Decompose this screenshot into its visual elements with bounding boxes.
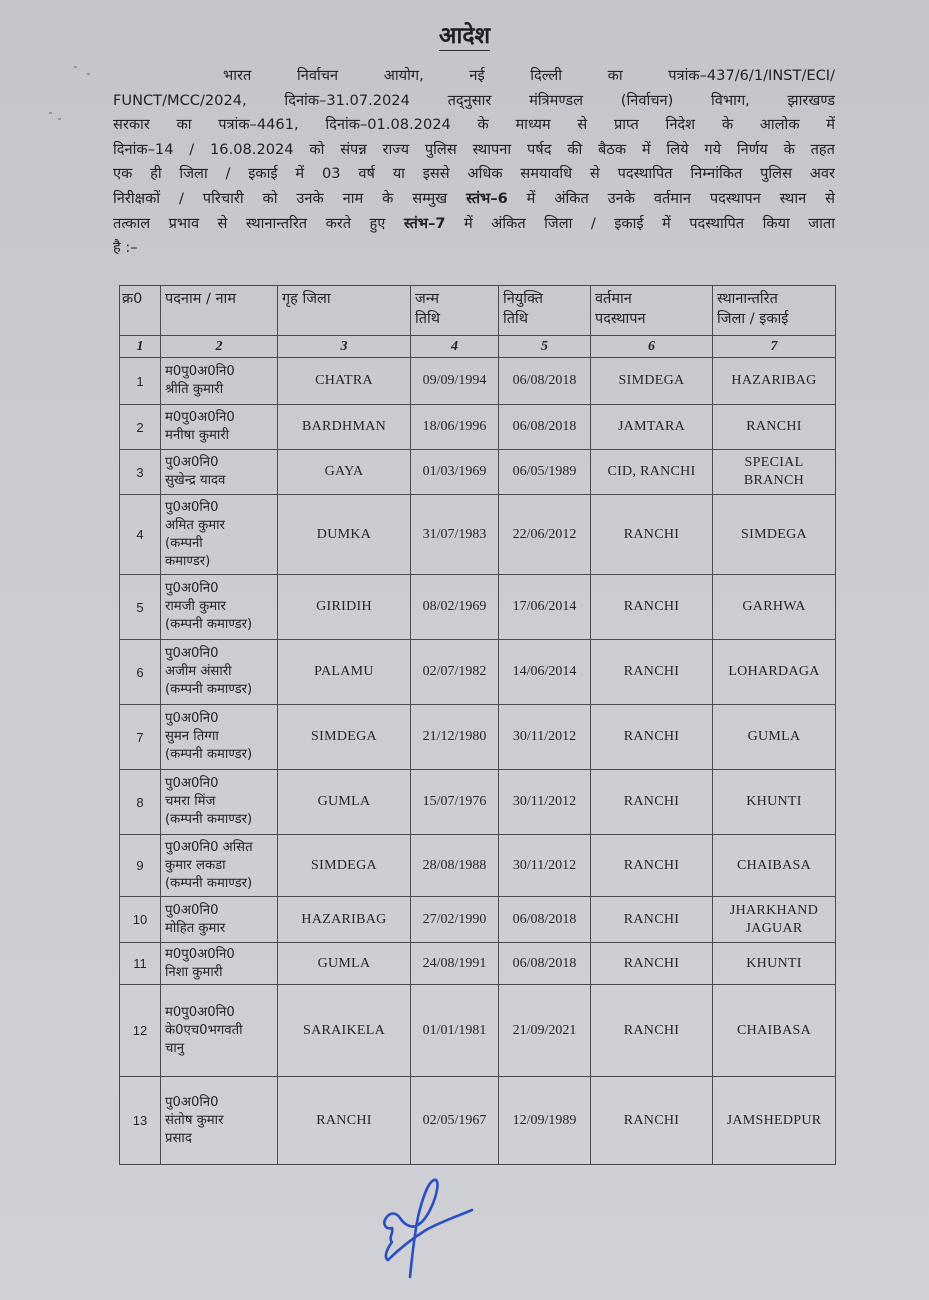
paragraph-line bbox=[113, 187, 835, 212]
table-row bbox=[120, 985, 836, 1077]
doj-cell: 21/09/2021 bbox=[499, 985, 591, 1077]
header-line: तिथि bbox=[503, 311, 529, 327]
header-designation-name bbox=[161, 286, 278, 336]
transferred-to-line: RANCHI bbox=[746, 419, 802, 434]
transferred-to-line: SPECIAL bbox=[744, 455, 804, 470]
current-posting-line: RANCHI bbox=[623, 664, 680, 679]
transferred-to-cell bbox=[713, 835, 836, 897]
home-district-cell bbox=[278, 450, 411, 495]
title-text: आदेश bbox=[438, 23, 491, 49]
transferred-to-line: SIMDEGA bbox=[741, 526, 807, 542]
paragraph-text: सरकार का पत्रांक–4461, दिनांक–01.08.2024 के माध्यम से प्राप्त निदेश के आलोक में bbox=[113, 116, 835, 134]
current-posting-cell bbox=[591, 835, 713, 897]
current-posting-line: CID, RANCHI bbox=[607, 464, 696, 479]
dob-cell: 02/07/1982 bbox=[411, 640, 499, 705]
name-line: म0पु0अ0नि0 bbox=[165, 364, 235, 379]
current-posting-cell bbox=[591, 1077, 713, 1165]
transferred-to-cell bbox=[713, 405, 836, 450]
current-posting-cell bbox=[591, 897, 713, 943]
table-header-row bbox=[120, 286, 836, 336]
current-posting-line: RANCHI bbox=[623, 1022, 680, 1038]
name-line: संतोष कुमार bbox=[165, 1112, 224, 1128]
name-line: के0एच0भगवती bbox=[165, 1022, 243, 1038]
column-number: 6 bbox=[591, 336, 713, 358]
column-number: 4 bbox=[411, 336, 499, 358]
table-row bbox=[120, 575, 836, 640]
doj-cell: 06/08/2018 bbox=[499, 897, 591, 943]
designation-name-cell bbox=[161, 985, 278, 1077]
home-district-cell bbox=[278, 705, 411, 770]
designation-name-cell bbox=[161, 405, 278, 450]
name-line: सुमन तिग्गा bbox=[165, 729, 219, 744]
dob-cell: 27/02/1990 bbox=[411, 897, 499, 943]
designation-name-cell bbox=[161, 705, 278, 770]
current-posting-cell bbox=[591, 575, 713, 640]
current-posting-line: RANCHI bbox=[623, 955, 680, 971]
column-reference: स्तंभ–6 bbox=[466, 189, 508, 207]
home-district-cell bbox=[278, 770, 411, 835]
current-posting-line: SIMDEGA bbox=[618, 373, 685, 388]
dob-cell: 08/02/1969 bbox=[411, 575, 499, 640]
transferred-to-line: JAGUAR bbox=[745, 920, 803, 936]
current-posting-line: RANCHI bbox=[623, 1112, 680, 1128]
name-line: रामजी कुमार bbox=[165, 599, 226, 614]
transferred-to-line: LOHARDAGA bbox=[728, 664, 820, 679]
name-line: श्रीति कुमारी bbox=[165, 382, 224, 397]
designation-name-cell bbox=[161, 770, 278, 835]
current-posting-line: RANCHI bbox=[623, 526, 680, 542]
designation-name-cell bbox=[161, 358, 278, 405]
name-line: पु0अ0नि0 bbox=[165, 1094, 219, 1110]
name-line: पु0अ0नि0 bbox=[165, 776, 219, 791]
paragraph-text: निरीक्षकों / परिचारी को उनके नाम के सम्मुख bbox=[113, 189, 467, 207]
home-district-cell bbox=[278, 575, 411, 640]
table-row bbox=[120, 770, 836, 835]
transferred-to-line: BRANCH bbox=[743, 473, 805, 488]
name-line: (कम्पनी कमाण्डर) bbox=[165, 617, 253, 632]
name-line: पु0अ0नि0 bbox=[165, 711, 219, 726]
name-line: मोहित कुमार bbox=[165, 920, 226, 936]
paragraph-text: भारत निर्वाचन आयोग, नई दिल्ली का पत्रांक–437/6/1/INST/ECI/ bbox=[223, 67, 835, 84]
serial-number-cell: 9 bbox=[120, 835, 161, 897]
order-paragraph bbox=[113, 64, 835, 261]
transfer-table bbox=[119, 285, 836, 1165]
name-line: पु0अ0नि0 bbox=[165, 646, 219, 661]
designation-name-cell bbox=[161, 450, 278, 495]
name-line: प्रसाद bbox=[165, 1130, 192, 1146]
current-posting-cell bbox=[591, 495, 713, 575]
paragraph-line bbox=[113, 162, 835, 187]
header-line: क्र0 bbox=[122, 291, 143, 307]
home-district-line: RANCHI bbox=[316, 1112, 372, 1128]
doj-cell: 30/11/2012 bbox=[499, 770, 591, 835]
name-line: सुखेन्द्र यादव bbox=[165, 473, 226, 488]
transferred-to-cell bbox=[713, 495, 836, 575]
header-line: स्थानान्तरित bbox=[717, 291, 778, 307]
name-line: निशा कुमारी bbox=[165, 964, 223, 980]
home-district-cell bbox=[278, 835, 411, 897]
table-row bbox=[120, 450, 836, 495]
paragraph-text: एक ही जिला / इकाई में 03 वर्ष या इससे अधिक समयावधि से पदस्थापित निम्नांकित पुलिस अवर bbox=[113, 165, 835, 183]
name-line: म0पु0अ0नि0 bbox=[165, 1004, 235, 1020]
name-line: पु0अ0नि0 bbox=[165, 581, 219, 596]
dob-cell: 24/08/1991 bbox=[411, 943, 499, 985]
header-line: वर्तमान bbox=[595, 291, 632, 307]
dob-cell: 01/01/1981 bbox=[411, 985, 499, 1077]
transferred-to-cell bbox=[713, 1077, 836, 1165]
home-district-line: GIRIDIH bbox=[316, 599, 372, 614]
paragraph-text: है :– bbox=[113, 239, 138, 257]
transferred-to-line: JHARKHAND bbox=[729, 902, 819, 918]
table-row bbox=[120, 405, 836, 450]
name-line: पु0अ0नि0 bbox=[165, 455, 219, 470]
header-current-posting bbox=[591, 286, 713, 336]
column-reference: स्तंभ–7 bbox=[403, 214, 446, 232]
doj-cell: 30/11/2012 bbox=[499, 705, 591, 770]
serial-number-cell: 11 bbox=[120, 943, 161, 985]
transferred-to-cell bbox=[713, 943, 836, 985]
serial-number-cell: 1 bbox=[120, 358, 161, 405]
transferred-to-cell bbox=[713, 897, 836, 943]
header-serial bbox=[120, 286, 161, 336]
serial-number-cell: 3 bbox=[120, 450, 161, 495]
home-district-line: SARAIKELA bbox=[302, 1022, 386, 1038]
name-line: (कम्पनी कमाण्डर) bbox=[165, 875, 253, 891]
doj-cell: 06/05/1989 bbox=[499, 450, 591, 495]
transferred-to-cell bbox=[713, 358, 836, 405]
doj-cell: 12/09/1989 bbox=[499, 1077, 591, 1165]
current-posting-cell bbox=[591, 640, 713, 705]
column-number: 5 bbox=[499, 336, 591, 358]
designation-name-cell bbox=[161, 897, 278, 943]
current-posting-cell bbox=[591, 943, 713, 985]
header-line: तिथि bbox=[415, 311, 441, 327]
designation-name-cell bbox=[161, 575, 278, 640]
home-district-line: DUMKA bbox=[316, 526, 372, 542]
serial-number-cell: 8 bbox=[120, 770, 161, 835]
paragraph-line bbox=[113, 89, 835, 114]
document-title bbox=[0, 18, 929, 50]
paragraph-line bbox=[113, 64, 835, 89]
transferred-to-cell bbox=[713, 450, 836, 495]
serial-number-cell: 4 bbox=[120, 495, 161, 575]
transferred-to-line: KHUNTI bbox=[746, 955, 802, 971]
header-dob bbox=[411, 286, 499, 336]
paragraph-text: FUNCT/MCC/2024, दिनांक–31.07.2024 तद्नुसार मंत्रिमण्डल (निर्वाचन) विभाग, झारखण्ड bbox=[113, 91, 835, 109]
header-line: जन्म bbox=[415, 291, 440, 307]
name-line: (कम्पनी कमाण्डर) bbox=[165, 682, 253, 697]
serial-number-cell: 6 bbox=[120, 640, 161, 705]
doj-cell: 30/11/2012 bbox=[499, 835, 591, 897]
column-number-row bbox=[120, 336, 836, 358]
header-line: जिला / इकाई bbox=[717, 311, 789, 327]
name-line: अजीम अंसारी bbox=[165, 664, 232, 679]
current-posting-line: RANCHI bbox=[623, 911, 680, 927]
serial-number-cell: 5 bbox=[120, 575, 161, 640]
designation-name-cell bbox=[161, 640, 278, 705]
transferred-to-cell bbox=[713, 640, 836, 705]
serial-number-cell: 7 bbox=[120, 705, 161, 770]
current-posting-line: RANCHI bbox=[623, 794, 680, 809]
name-line: पु0अ0नि0 bbox=[165, 499, 219, 515]
paragraph-text: में अंकित जिला / इकाई में पदस्थापित किया जाता bbox=[445, 214, 835, 232]
current-posting-line: RANCHI bbox=[623, 857, 680, 873]
home-district-line: SIMDEGA bbox=[311, 729, 377, 744]
home-district-cell bbox=[278, 405, 411, 450]
column-number: 2 bbox=[161, 336, 278, 358]
doj-cell: 22/06/2012 bbox=[499, 495, 591, 575]
column-number: 1 bbox=[120, 336, 161, 358]
transferred-to-cell bbox=[713, 575, 836, 640]
home-district-cell bbox=[278, 897, 411, 943]
current-posting-cell bbox=[591, 985, 713, 1077]
dob-cell: 28/08/1988 bbox=[411, 835, 499, 897]
paragraph-text: तत्काल प्रभाव से स्थानान्तरित करते हुए bbox=[113, 214, 404, 232]
paragraph-text: दिनांक–14 / 16.08.2024 को संपन्न राज्य पुलिस स्थापना पर्षद की बैठक में लिये गये निर्णय के तहत bbox=[113, 140, 835, 158]
name-line: (कम्पनी कमाण्डर) bbox=[165, 747, 253, 762]
current-posting-cell bbox=[591, 405, 713, 450]
home-district-line: HAZARIBAG bbox=[301, 911, 387, 927]
header-line: नियुक्ति bbox=[503, 291, 544, 307]
home-district-line: PALAMU bbox=[314, 664, 374, 679]
serial-number-cell: 2 bbox=[120, 405, 161, 450]
home-district-line: GUMLA bbox=[317, 955, 371, 971]
column-number: 7 bbox=[713, 336, 836, 358]
transferred-to-line: KHUNTI bbox=[746, 794, 802, 809]
name-line: कमाण्डर) bbox=[165, 553, 211, 569]
dob-cell: 01/03/1969 bbox=[411, 450, 499, 495]
designation-name-cell bbox=[161, 495, 278, 575]
home-district-cell bbox=[278, 495, 411, 575]
header-line: गृह जिला bbox=[282, 291, 331, 307]
signature bbox=[370, 1172, 480, 1282]
table-row bbox=[120, 495, 836, 575]
table-row bbox=[120, 705, 836, 770]
name-line: अमित कुमार bbox=[165, 517, 225, 533]
transferred-to-cell bbox=[713, 770, 836, 835]
transferred-to-cell bbox=[713, 985, 836, 1077]
transferred-to-line: GARHWA bbox=[742, 599, 806, 614]
table-row bbox=[120, 943, 836, 985]
name-line: चमरा मिंज bbox=[165, 794, 216, 809]
header-doj bbox=[499, 286, 591, 336]
table-row bbox=[120, 1077, 836, 1165]
paragraph-line bbox=[113, 138, 835, 163]
home-district-line: BARDHMAN bbox=[301, 419, 387, 434]
doj-cell: 06/08/2018 bbox=[499, 943, 591, 985]
dob-cell: 21/12/1980 bbox=[411, 705, 499, 770]
home-district-cell bbox=[278, 985, 411, 1077]
home-district-line: GUMLA bbox=[317, 794, 371, 809]
current-posting-cell bbox=[591, 358, 713, 405]
doj-cell: 06/08/2018 bbox=[499, 358, 591, 405]
home-district-cell bbox=[278, 943, 411, 985]
dob-cell: 18/06/1996 bbox=[411, 405, 499, 450]
name-line: कुमार लकडा bbox=[165, 857, 226, 873]
paragraph-line bbox=[113, 113, 835, 138]
table-row bbox=[120, 358, 836, 405]
paragraph-text: में अंकित उनके वर्तमान पदस्थापन स्थान से bbox=[507, 189, 835, 207]
designation-name-cell bbox=[161, 943, 278, 985]
table-row bbox=[120, 640, 836, 705]
designation-name-cell bbox=[161, 1077, 278, 1165]
transferred-to-line: CHAIBASA bbox=[737, 857, 811, 873]
header-line: पदनाम / नाम bbox=[165, 291, 236, 307]
column-number: 3 bbox=[278, 336, 411, 358]
transferred-to-line: GUMLA bbox=[747, 729, 801, 744]
name-line: म0पु0अ0नि0 bbox=[165, 410, 235, 425]
table-row bbox=[120, 835, 836, 897]
name-line: पु0अ0नि0 bbox=[165, 902, 219, 918]
home-district-line: CHATRA bbox=[315, 373, 373, 388]
doj-cell: 06/08/2018 bbox=[499, 405, 591, 450]
home-district-cell bbox=[278, 358, 411, 405]
header-home-district bbox=[278, 286, 411, 336]
serial-number-cell: 13 bbox=[120, 1077, 161, 1165]
name-line: मनीषा कुमारी bbox=[165, 428, 230, 443]
name-line: पु0अ0नि0 असित bbox=[165, 839, 253, 855]
current-posting-line: RANCHI bbox=[623, 599, 680, 614]
header-line: पदस्थापन bbox=[595, 311, 646, 327]
current-posting-cell bbox=[591, 450, 713, 495]
home-district-cell bbox=[278, 640, 411, 705]
serial-number-cell: 10 bbox=[120, 897, 161, 943]
current-posting-cell bbox=[591, 705, 713, 770]
current-posting-line: RANCHI bbox=[623, 729, 680, 744]
header-transferred-to bbox=[713, 286, 836, 336]
transferred-to-cell bbox=[713, 705, 836, 770]
current-posting-cell bbox=[591, 770, 713, 835]
doj-cell: 17/06/2014 bbox=[499, 575, 591, 640]
paragraph-line bbox=[113, 212, 835, 237]
current-posting-line: JAMTARA bbox=[617, 419, 686, 434]
serial-number-cell: 12 bbox=[120, 985, 161, 1077]
dob-cell: 09/09/1994 bbox=[411, 358, 499, 405]
name-line: (कम्पनी bbox=[165, 535, 203, 551]
doj-cell: 14/06/2014 bbox=[499, 640, 591, 705]
name-line: म0पु0अ0नि0 bbox=[165, 946, 235, 962]
transferred-to-line: CHAIBASA bbox=[737, 1022, 811, 1038]
dob-cell: 02/05/1967 bbox=[411, 1077, 499, 1165]
signature-stroke bbox=[384, 1180, 472, 1277]
dob-cell: 15/07/1976 bbox=[411, 770, 499, 835]
home-district-line: GAYA bbox=[324, 464, 364, 479]
transferred-to-line: JAMSHEDPUR bbox=[726, 1112, 822, 1128]
name-line: चानु bbox=[165, 1040, 185, 1056]
name-line: (कम्पनी कमाण्डर) bbox=[165, 812, 253, 827]
home-district-cell bbox=[278, 1077, 411, 1165]
transferred-to-line: HAZARIBAG bbox=[731, 373, 817, 388]
designation-name-cell bbox=[161, 835, 278, 897]
table-row bbox=[120, 897, 836, 943]
paragraph-line bbox=[113, 236, 835, 261]
dob-cell: 31/07/1983 bbox=[411, 495, 499, 575]
home-district-line: SIMDEGA bbox=[311, 857, 377, 873]
